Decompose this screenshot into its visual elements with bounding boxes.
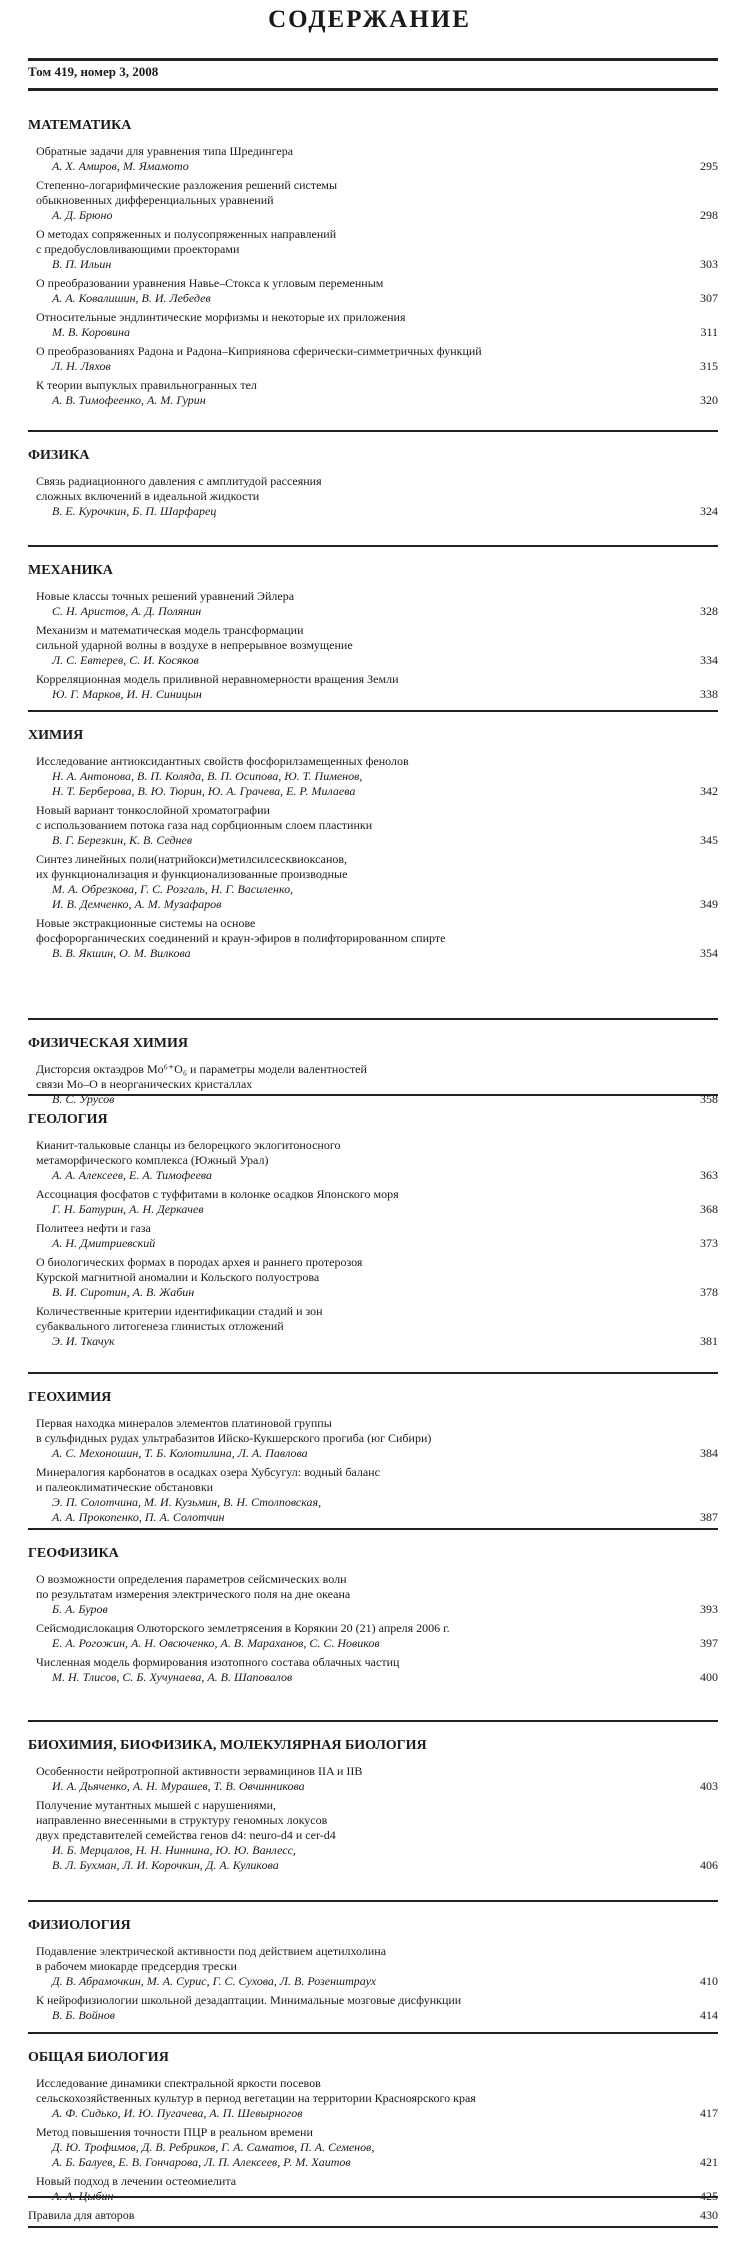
article-authors: В. Е. Курочкин, Б. П. Шарфарец bbox=[52, 504, 217, 518]
article-authors: Н. А. Антонова, В. П. Коляда, В. П. Осипова, Ю. Т. Пименов, Н. Т. Берберова, В. Ю. Тюрин, Ю. А. Грачева, Е. Р. Милаева bbox=[52, 769, 363, 798]
page-number: 342 bbox=[700, 784, 718, 798]
page-number: 373 bbox=[700, 1236, 718, 1250]
article-authors: М. А. Обрезкова, Г. С. Розгаль, Н. Г. Василенко, И. В. Демченко, А. М. Музафаров bbox=[52, 882, 294, 911]
article-title: Численная модель формирования изотопного состава облачных частиц bbox=[36, 1655, 400, 1669]
toc-entry[interactable] bbox=[0, 852, 739, 912]
page-number: 421 bbox=[700, 2155, 718, 2169]
page-number: 311 bbox=[700, 325, 718, 339]
article-authors: А. Ф. Сидько, И. Ю. Пугачева, А. П. Шевырногов bbox=[52, 2106, 303, 2120]
article-authors: Г. Н. Батурин, А. Н. Деркачев bbox=[52, 1202, 204, 1216]
article-authors: А. Д. Брюно bbox=[52, 208, 113, 222]
section-divider bbox=[28, 2196, 718, 2198]
page-number: 400 bbox=[700, 1670, 718, 1684]
section-divider bbox=[28, 710, 718, 712]
page-number: 406 bbox=[700, 1858, 718, 1872]
article-title: Синтез линейных поли(натрийокси)метилсилсесквиоксанов, их функционализация и функционализованные производные bbox=[36, 852, 348, 881]
page-number: 324 bbox=[700, 504, 718, 518]
article-title: Исследование динамики спектральной яркости посевов сельскохозяйственных культур в период вегетации на территории Красноярского края bbox=[36, 2076, 476, 2105]
article-authors: Ю. Г. Марков, И. Н. Синицын bbox=[52, 687, 202, 701]
toc-entry[interactable] bbox=[0, 1221, 739, 1251]
page-number: 338 bbox=[700, 687, 718, 701]
article-authors: А. Х. Амиров, М. Ямамото bbox=[52, 159, 189, 173]
toc-entry[interactable] bbox=[0, 623, 739, 668]
article-authors: Л. С. Евтерев, С. И. Косяков bbox=[52, 653, 199, 667]
toc-entry[interactable] bbox=[0, 1255, 739, 1300]
article-authors: А. С. Мехоношин, Т. Б. Колотилина, Л. А. Павлова bbox=[52, 1446, 308, 1460]
section-divider bbox=[28, 1018, 718, 1020]
page-number: 358 bbox=[700, 1092, 718, 1106]
article-authors: И. А. Дьяченко, А. Н. Мурашев, Т. В. Овчинникова bbox=[52, 1779, 305, 1793]
section-title: МЕХАНИКА bbox=[28, 563, 113, 578]
toc-entry[interactable] bbox=[0, 1187, 739, 1217]
page-number: 295 bbox=[700, 159, 718, 173]
toc-entry[interactable] bbox=[0, 754, 739, 799]
article-title: О методах сопряженных и полусопряженных направлений с предобусловливающими проекторами bbox=[36, 227, 337, 256]
section-divider bbox=[28, 545, 718, 547]
toc-entry[interactable] bbox=[0, 144, 739, 174]
section-title: ГЕОЛОГИЯ bbox=[28, 1112, 108, 1127]
article-title: К теории выпуклых правильногранных тел bbox=[36, 378, 257, 392]
article-authors: Э. П. Солотчина, М. И. Кузьмин, В. Н. Столповская, А. А. Прокопенко, П. А. Солотчин bbox=[52, 1495, 322, 1524]
toc-entry[interactable] bbox=[0, 1798, 739, 1873]
article-title: Новые классы точных решений уравнений Эйлера bbox=[36, 589, 295, 603]
article-authors: А. Н. Дмитриевский bbox=[52, 1236, 156, 1250]
page-number: 417 bbox=[700, 2106, 718, 2120]
issue-label: Том 419, номер 3, 2008 bbox=[28, 64, 159, 79]
toc-entry[interactable] bbox=[0, 1944, 739, 1989]
section-divider bbox=[28, 2032, 718, 2034]
article-title: Правила для авторов bbox=[28, 2208, 135, 2222]
section-divider bbox=[28, 1720, 718, 1722]
article-title: Корреляционная модель приливной неравномерности вращения Земли bbox=[36, 672, 399, 686]
toc-entry[interactable] bbox=[0, 803, 739, 848]
article-title: Степенно-логарифмические разложения решений системы обыкновенных дифференциальных уравнений bbox=[36, 178, 338, 207]
article-authors: М. Н. Тлисов, С. Б. Хучунаева, А. В. Шаповалов bbox=[52, 1670, 293, 1684]
article-title: Минералогия карбонатов в осадках озера Хубсугул: водный баланс и палеоклиматические обстановки bbox=[36, 1465, 380, 1494]
page-number: 320 bbox=[700, 393, 718, 407]
section-title: ФИЗИЧЕСКАЯ ХИМИЯ bbox=[28, 1036, 189, 1051]
toc-entry[interactable] bbox=[0, 1621, 739, 1651]
article-authors: А. А. Цыбин bbox=[52, 2189, 114, 2203]
section-divider bbox=[28, 1528, 718, 1530]
article-authors: В. Г. Березкин, К. В. Седнев bbox=[52, 833, 193, 847]
page-number: 315 bbox=[700, 359, 718, 373]
page-number: 381 bbox=[700, 1334, 718, 1348]
divider bbox=[28, 58, 718, 61]
toc-entry[interactable] bbox=[0, 178, 739, 223]
toc-entry[interactable] bbox=[0, 1764, 739, 1794]
article-title: Ассоциация фосфатов с туффитами в колонке осадков Японского моря bbox=[36, 1187, 399, 1201]
article-title: Политеез нефти и газа bbox=[36, 1221, 151, 1235]
article-title: Количественные критерии идентификации стадий и зон субаквального литогенеза глинистых отложений bbox=[36, 1304, 323, 1333]
toc-entry[interactable] bbox=[0, 1304, 739, 1349]
article-title: Связь радиационного давления с амплитудой рассеяния сложных включений в идеальной жидкости bbox=[36, 474, 322, 503]
article-authors: А. А. Ковалишин, В. И. Лебедев bbox=[52, 291, 211, 305]
page-number: 425 bbox=[700, 2189, 718, 2203]
page-number: 410 bbox=[700, 1974, 718, 1988]
page-number: 397 bbox=[700, 1636, 718, 1650]
article-title: Подавление электрической активности под действием ацетилхолина в рабочем миокарде предсердия трески bbox=[36, 1944, 387, 1973]
page-number: 345 bbox=[700, 833, 718, 847]
toc-entry[interactable] bbox=[0, 2125, 739, 2170]
article-title: Кианит-тальковые сланцы из белорецкого эклогитоносного метаморфического комплекса (Южный Урал) bbox=[36, 1138, 341, 1167]
article-title: О биологических формах в породах архея и раннего протерозоя Курской магнитной аномалии и Кольского полуострова bbox=[36, 1255, 363, 1284]
page-number: 354 bbox=[700, 946, 718, 960]
toc-entry[interactable] bbox=[0, 378, 739, 408]
toc-entry[interactable] bbox=[0, 276, 739, 306]
article-title: Новые экстракционные системы на основе фосфорорганических соединений и краун-эфиров в полифторированном спирте bbox=[36, 916, 446, 945]
article-title: Новый подход в лечении остеомиелита bbox=[36, 2174, 237, 2188]
section-divider bbox=[28, 430, 718, 432]
page-number: 368 bbox=[700, 1202, 718, 1216]
section-title: ГЕОХИМИЯ bbox=[28, 1390, 112, 1405]
section-divider bbox=[28, 1372, 718, 1374]
page-number: 303 bbox=[700, 257, 718, 271]
section-title: ХИМИЯ bbox=[28, 728, 84, 743]
toc-entry[interactable] bbox=[0, 589, 739, 619]
toc-entry[interactable] bbox=[0, 474, 739, 519]
article-authors: А. В. Тимофеенко, А. М. Гурин bbox=[52, 393, 206, 407]
toc-entry[interactable] bbox=[0, 1138, 739, 1183]
article-title: Новый вариант тонкослойной хроматографии с использованием потока газа над сорбционным слоем пластинки bbox=[36, 803, 373, 832]
article-title: Получение мутантных мышей с нарушениями, направленно внесенными в структуру геномных локусов двух представителей семейства генов d4: neuro-d4 и cer-d4 bbox=[36, 1798, 336, 1842]
toc-entry[interactable] bbox=[0, 672, 739, 702]
section-title: БИОХИМИЯ, БИОФИЗИКА, МОЛЕКУЛЯРНАЯ БИОЛОГИЯ bbox=[28, 1738, 427, 1753]
article-authors: Д. Ю. Трофимов, Д. В. Ребриков, Г. А. Саматов, П. А. Семенов, А. Б. Балуев, Е. В. Гончарова, Л. П. Алексеев, Р. М. Хаитов bbox=[52, 2140, 375, 2169]
section-divider bbox=[28, 1900, 718, 1902]
page-number: 307 bbox=[700, 291, 718, 305]
toc-entry[interactable] bbox=[0, 1062, 739, 1107]
article-title: Первая находка минералов элементов платиновой группы в сульфидных рудах ультрабазитов Ийско-Кукшерского прогиба (юг Сибири) bbox=[36, 1416, 432, 1445]
article-authors: А. А. Алексеев, Е. А. Тимофеева bbox=[52, 1168, 213, 1182]
page-number: 403 bbox=[700, 1779, 718, 1793]
toc-entry[interactable] bbox=[0, 1572, 739, 1617]
article-authors: В. Б. Войнов bbox=[52, 2008, 115, 2022]
article-title: Особенности нейротропной активности зервамицинов IIA и IIB bbox=[36, 1764, 363, 1778]
section-divider bbox=[28, 1094, 718, 1096]
page-number: 414 bbox=[700, 2008, 718, 2022]
page-number: 387 bbox=[700, 1510, 718, 1524]
article-authors: Л. Н. Ляхов bbox=[52, 359, 111, 373]
page-title: СОДЕРЖАНИЕ bbox=[268, 6, 471, 33]
page-number: 298 bbox=[700, 208, 718, 222]
article-title: Относительные эндлинтические морфизмы и некоторые их приложения bbox=[36, 310, 406, 324]
article-title: О возможности определения параметров сейсмических волн по результатам измерения электрического поля на дне океана bbox=[36, 1572, 351, 1601]
section-title: МАТЕМАТИКА bbox=[28, 118, 132, 133]
article-authors: В. П. Ильин bbox=[52, 257, 112, 271]
section-title: ФИЗИОЛОГИЯ bbox=[28, 1918, 131, 1933]
toc-entry[interactable] bbox=[0, 227, 739, 272]
article-authors: Б. А. Буров bbox=[52, 1602, 108, 1616]
article-authors: Д. В. Абрамочкин, М. А. Сурис, Г. С. Сухова, Л. В. Розенштраух bbox=[52, 1974, 377, 1988]
toc-entry[interactable] bbox=[0, 344, 739, 374]
article-authors: В. С. Урусов bbox=[52, 1092, 115, 1106]
toc-entry[interactable] bbox=[0, 2174, 739, 2204]
article-title: Сейсмодислокация Олюторского землетрясения в Корякии 20 (21) апреля 2006 г. bbox=[36, 1621, 450, 1635]
page-number: 378 bbox=[700, 1285, 718, 1299]
toc-entry[interactable] bbox=[0, 2076, 739, 2121]
toc-entry[interactable] bbox=[0, 1465, 739, 1525]
article-title: О преобразовании уравнения Навье–Стокса к угловым переменным bbox=[36, 276, 384, 290]
toc-entry[interactable] bbox=[0, 916, 739, 961]
article-authors: М. В. Коровина bbox=[52, 325, 130, 339]
page-number: 328 bbox=[700, 604, 718, 618]
divider bbox=[28, 88, 718, 91]
article-authors: Е. А. Рогожин, А. Н. Овсюченко, А. В. Мараханов, С. С. Новиков bbox=[52, 1636, 380, 1650]
page-number: 430 bbox=[700, 2208, 718, 2222]
article-authors: В. И. Сиротин, А. В. Жабин bbox=[52, 1285, 195, 1299]
toc-entry[interactable] bbox=[0, 310, 739, 340]
page-number: 393 bbox=[700, 1602, 718, 1616]
article-title: О преобразованиях Радона и Радона–Киприянова сферически-симметричных функций bbox=[36, 344, 482, 358]
section-title: ГЕОФИЗИКА bbox=[28, 1546, 119, 1561]
section-title: ОБЩАЯ БИОЛОГИЯ bbox=[28, 2050, 169, 2065]
toc-entry[interactable] bbox=[0, 1655, 739, 1685]
article-authors: И. Б. Мерцалов, Н. Н. Ниннина, Ю. Ю. Ванлесс, В. Л. Бухман, Л. И. Корочкин, Д. А. Куликова bbox=[52, 1843, 296, 1872]
page-number: 384 bbox=[700, 1446, 718, 1460]
page-number: 349 bbox=[700, 897, 718, 911]
divider bbox=[28, 2226, 718, 2228]
article-title: Исследование антиоксидантных свойств фосфорилзамещенных фенолов bbox=[36, 754, 409, 768]
toc-entry[interactable] bbox=[0, 1993, 739, 2023]
article-title: Механизм и математическая модель трансформации сильной ударной волны в воздухе в непрерывное возмущение bbox=[36, 623, 353, 652]
article-title: К нейрофизиологии школьной дезадаптации. Минимальные мозговые дисфункции bbox=[36, 1993, 462, 2007]
article-authors: Э. И. Ткачук bbox=[52, 1334, 115, 1348]
article-authors: С. Н. Аристов, А. Д. Полянин bbox=[52, 604, 202, 618]
page-number: 363 bbox=[700, 1168, 718, 1182]
section-title: ФИЗИКА bbox=[28, 448, 90, 463]
article-authors: В. В. Якшин, О. М. Вилкова bbox=[52, 946, 191, 960]
article-title: Обратные задачи для уравнения типа Шредингера bbox=[36, 144, 294, 158]
article-title: Дисторсия октаэдров Mo⁶⁺O₆ и параметры модели валентностей связи Mo–O в неорганических кристаллах bbox=[36, 1062, 367, 1091]
toc-entry[interactable] bbox=[0, 1416, 739, 1461]
page-number: 334 bbox=[700, 653, 718, 667]
article-title: Метод повышения точности ПЦР в реальном времени bbox=[36, 2125, 313, 2139]
